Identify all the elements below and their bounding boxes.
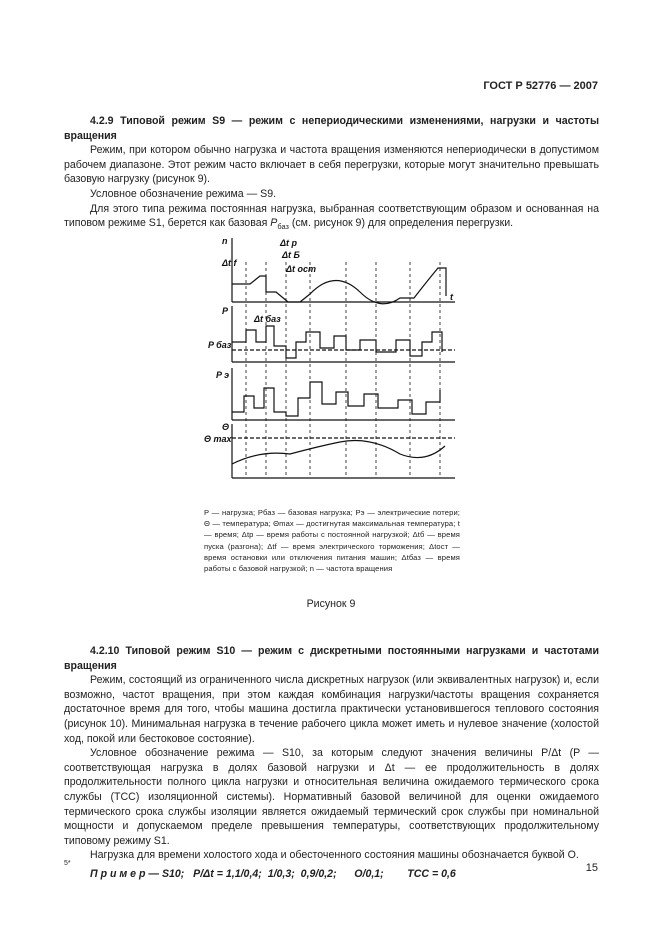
- axis-label: n: [222, 236, 228, 246]
- standard-number: ГОСТ Р 52776 — 2007: [483, 80, 598, 92]
- paragraph: Режим, состоящий из ограниченного числа дискретных нагрузок (или эквивалентных нагрузок) и, если возможно, частот вращения, при этом каждая комбинация нагрузки/частоты вращения сохраняется достаточное время для того, чтобы машина достигла практически установившегося теплового состояния (рисунок 10). Минимальная нагрузка в течение рабочего цикла может иметь и нулевое значение (холостой ход, покой или бестоковое состояние).: [64, 674, 599, 745]
- marker-label: Δt баз: [254, 314, 281, 324]
- marker-label: Δt f: [222, 258, 237, 268]
- marker-label: Δt p: [280, 238, 298, 248]
- example: П р и м е р — S10; P/Δt = 1,1/0,4; 1/0,3; 0,9/0,2; O/0,1; ТСС = 0,6: [90, 867, 456, 880]
- section-s9: [64, 114, 599, 235]
- axis-label: t: [450, 292, 453, 302]
- paragraph: Режим, при котором обычно нагрузка и частота вращения изменяются непериодически в допустимом рабочем диапазоне. Этот режим часто включает в себя перегрузки, которые могут значительно превышать базовую нагрузку (рисунок 9).: [64, 144, 599, 186]
- figure-caption: P — нагрузка; Pбаз — базовая нагрузка; Pэ — электрические потери; Θ — температура; Θmax — достигнутая максимальная температура; t — время; Δtp — время работы с постоянной нагрузкой; Δtб — время пуска (разгона); Δtf — время электрического торможения; Δtост — время остановки или отключения питания машин; Δtбаз — время работы с базовой нагрузкой; n — частота вращения: [204, 508, 460, 574]
- axis-label: P: [222, 306, 229, 316]
- page-number: 15: [585, 862, 598, 874]
- figure-title: Рисунок 9: [306, 598, 356, 610]
- axis-label: P э: [216, 370, 230, 380]
- duty-cycle-figure: [200, 232, 462, 494]
- marker-label: Δt ост: [286, 264, 317, 274]
- section-heading: 4.2.10 Типовой режим S10 — режим с дискретными постоянными нагрузками и частотами вращения: [64, 645, 599, 672]
- footer-mark: 5*: [64, 860, 71, 867]
- axis-label: Θ max: [204, 434, 232, 444]
- paragraph: Для этого типа режима постоянная нагрузка, выбранная соответствующим образом и основанная на типовом режиме S1, берется как базовая $P_{баз}$ (см. рисунок 9) для определения перегрузки.: [64, 202, 599, 232]
- section-s10: [64, 644, 599, 882]
- axis-label: Θ: [222, 422, 230, 432]
- section-heading: 4.2.9 Типовой режим S9 — режим с непериодическими изменениями, нагрузки и частоты вращения: [64, 115, 599, 142]
- paragraph: Условное обозначение режима — S10, за которым следуют значения величины P/Δt (P — соответствующая нагрузка в долях базовой нагрузки и Δt — ее продолжительность в долях продолжительности полного цикла нагрузки и относительная величина ожидаемого термического срока службы (ТСС) изоляционной системы). Нормативный базовой величиной для оценки ожидаемого термического срока службы изоляции является ожидаемый термический срок службы при номинальной мощности и допускаемом пределе превышения температуры, соответствующих продолжительному типовому режиму S1.: [64, 747, 599, 847]
- marker-label: Δt Б: [282, 250, 300, 260]
- axis-label: P баз: [208, 340, 232, 350]
- paragraph: Условное обозначение режима — S9.: [90, 187, 277, 200]
- paragraph: Нагрузка для времени холостого хода и обесточенного состояния машины обозначается буквой О.: [90, 849, 579, 862]
